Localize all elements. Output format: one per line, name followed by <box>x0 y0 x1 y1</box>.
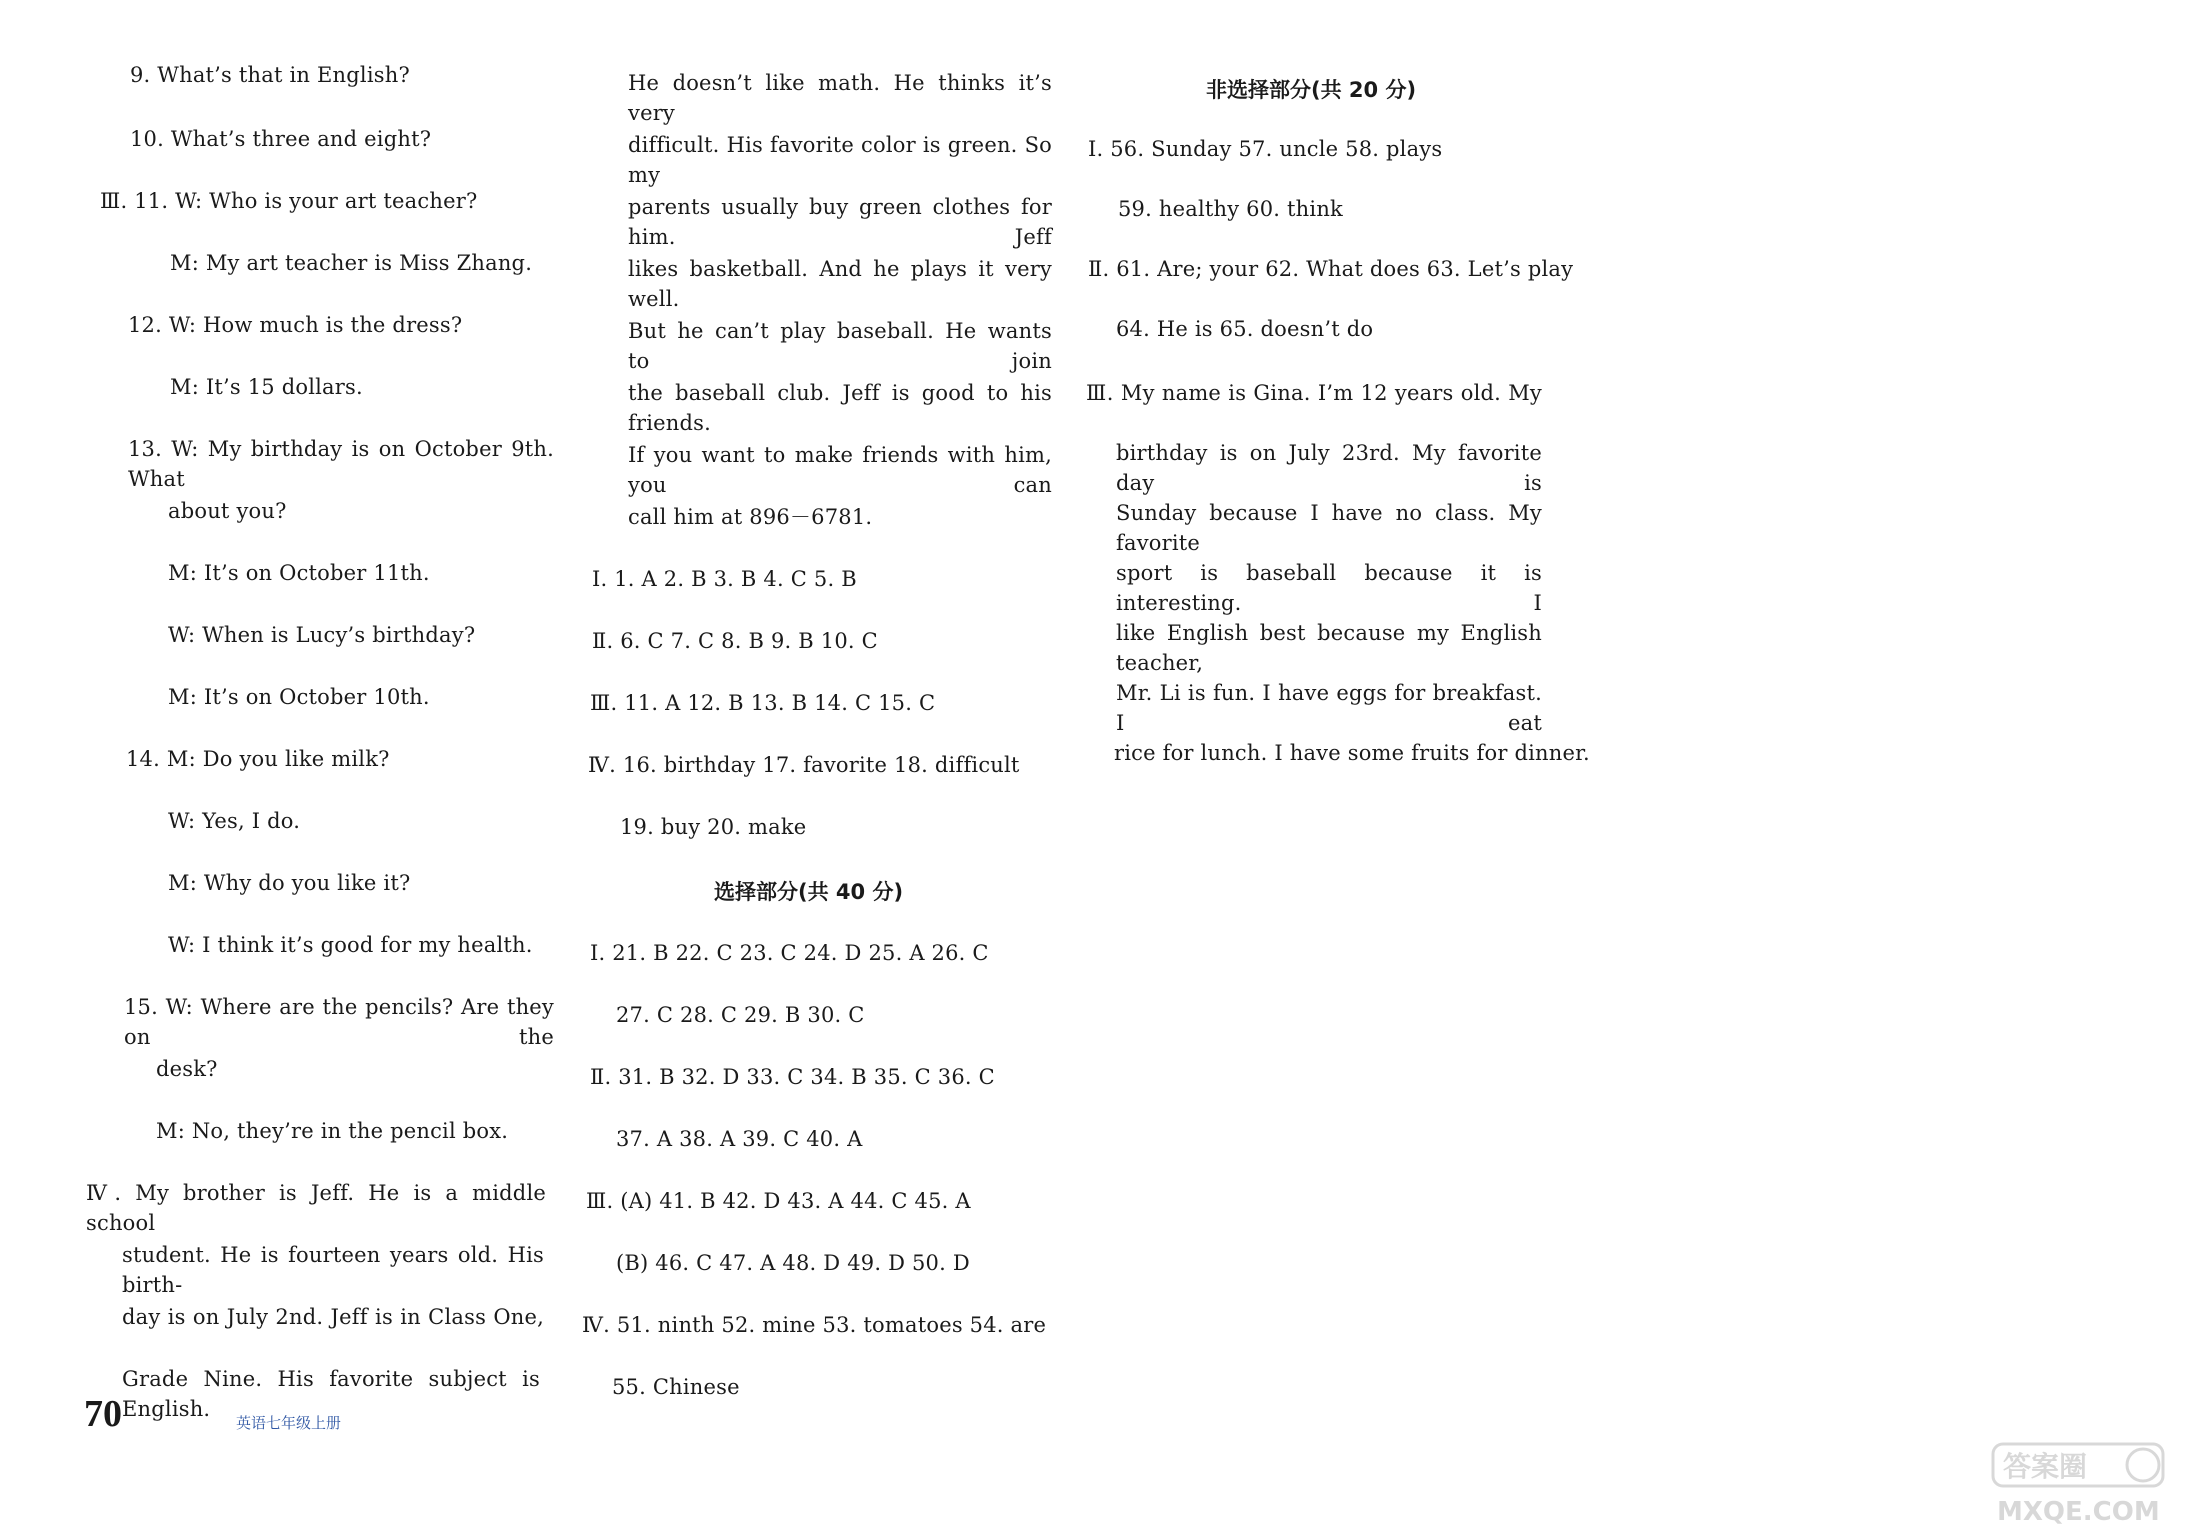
text-line: difficult. His favorite color is green. So my <box>628 133 1052 187</box>
book-title: 英语七年级上册 <box>236 1414 342 1432</box>
text-line: W: Yes, I do. <box>168 809 301 833</box>
text-line: W: I think it’s good for my health. <box>168 933 533 957</box>
text-line: 9. What’s that in English? <box>130 63 410 87</box>
watermark-logo <box>1983 1440 2183 1530</box>
text-line: He doesn’t like math. He thinks it’s very <box>628 71 1052 125</box>
page-number: 70 <box>84 1393 122 1435</box>
text-line: M: It’s on October 11th. <box>168 561 430 585</box>
answer-line: 37. A 38. A 39. C 40. A <box>616 1127 863 1151</box>
answer-line: Ⅰ. 56. Sunday 57. uncle 58. plays <box>1088 137 1443 161</box>
text-line: 13. W: My birthday is on October 9th. What <box>128 437 554 491</box>
answer-line: 59. healthy 60. think <box>1118 197 1343 221</box>
answer-line: Ⅲ. (A) 41. B 42. D 43. A 44. C 45. A <box>586 1189 971 1213</box>
text-line: sport is baseball because it is interesting. I <box>1116 561 1542 615</box>
text-line: Sunday because I have no class. My favorite <box>1116 501 1542 555</box>
section-heading: 选择部分(共 40 分) <box>714 880 904 904</box>
text-line: Ⅲ. My name is Gina. I’m 12 years old. My <box>1086 381 1542 405</box>
text-line: rice for lunch. I have some fruits for dinner. <box>1114 741 1590 765</box>
text-line: M: No, they’re in the pencil box. <box>156 1119 509 1143</box>
text-line: likes basketball. And he plays it very well. <box>628 257 1052 311</box>
answer-line: Ⅰ. 1. A 2. B 3. B 4. C 5. B <box>592 567 857 591</box>
text-line: M: My art teacher is Miss Zhang. <box>170 251 533 275</box>
text-line: But he can’t play baseball. He wants to join <box>628 319 1052 373</box>
watermark-bottom-text: MXQE.COM <box>1997 1497 2160 1527</box>
answer-line: 64. He is 65. doesn’t do <box>1116 317 1374 341</box>
text-line: parents usually buy green clothes for him. Jeff <box>628 195 1052 249</box>
text-line: Mr. Li is fun. I have eggs for breakfast. I eat <box>1116 681 1542 735</box>
answer-line: Ⅱ. 31. B 32. D 33. C 34. B 35. C 36. C <box>590 1065 995 1089</box>
text-line: 10. What’s three and eight? <box>130 127 432 151</box>
text-line: M: It’s on October 10th. <box>168 685 430 709</box>
text-line: the baseball club. Jeff is good to his friends. <box>628 381 1052 435</box>
text-line: student. He is fourteen years old. His birth- <box>122 1243 544 1297</box>
text-line: birthday is on July 23rd. My favorite day is <box>1116 441 1542 495</box>
section-heading: 非选择部分(共 20 分) <box>1206 78 1417 102</box>
text-line: call him at 896－6781. <box>628 505 873 529</box>
answer-line: Ⅳ. 16. birthday 17. favorite 18. difficult <box>588 753 1020 777</box>
text-line: M: It’s 15 dollars. <box>170 375 363 399</box>
text-line: desk? <box>156 1057 218 1081</box>
text-line: like English best because my English teacher, <box>1116 621 1542 675</box>
answer-line: 27. C 28. C 29. B 30. C <box>616 1003 865 1027</box>
answer-line: 19. buy 20. make <box>620 815 807 839</box>
text-line: Ⅲ. 11. W: Who is your art teacher? <box>100 189 478 213</box>
text-line: 12. W: How much is the dress? <box>128 313 463 337</box>
text-line: 14. M: Do you like milk? <box>126 747 390 771</box>
answer-line: Ⅰ. 21. B 22. C 23. C 24. D 25. A 26. C <box>590 941 989 965</box>
answer-line: 55. Chinese <box>612 1375 740 1399</box>
text-line: day is on July 2nd. Jeff is in Class One, <box>122 1305 544 1329</box>
text-line: Ⅳ. My brother is Jeff. He is a middle school <box>86 1181 546 1235</box>
text-line: If you want to make friends with him, you can <box>628 443 1052 497</box>
watermark-top-text: 答案圈 <box>2003 1450 2088 1483</box>
answer-line: Ⅱ. 6. C 7. C 8. B 9. B 10. C <box>592 629 878 653</box>
text-line: M: Why do you like it? <box>168 871 411 895</box>
text-line: 15. W: Where are the pencils? Are they on the <box>124 995 554 1049</box>
text-line: W: When is Lucy’s birthday? <box>168 623 476 647</box>
answer-line: Ⅲ. 11. A 12. B 13. B 14. C 15. C <box>590 691 936 715</box>
text-line: about you? <box>168 499 287 523</box>
answer-line: (B) 46. C 47. A 48. D 49. D 50. D <box>616 1251 970 1275</box>
answer-line: Ⅳ. 51. ninth 52. mine 53. tomatoes 54. are <box>582 1313 1047 1337</box>
text-line: Grade Nine. His favorite subject is English. <box>122 1367 540 1421</box>
answer-line: Ⅱ. 61. Are; your 62. What does 63. Let’s play <box>1088 257 1574 281</box>
